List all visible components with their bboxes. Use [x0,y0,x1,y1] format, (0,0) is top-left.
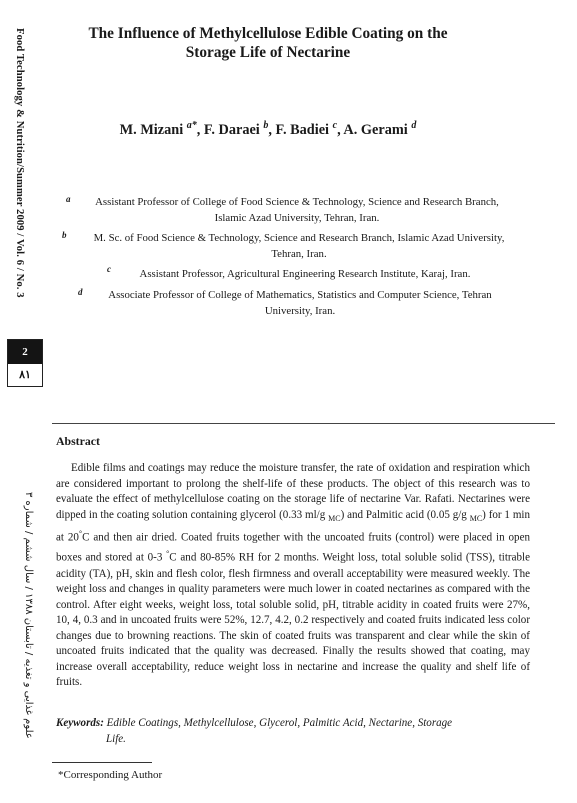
abstract-part-4: C and then air dried. Coated fruits together with the uncoated fruits (control) were placed in open boxes and stored at 0-3 [56,531,530,565]
abstract-part-1: Edible films and coatings may reduce the moisture transfer, the rate of oxidation and respiration which are considered important to prolong the shelf-life of these products. The object of this research was to evaluate the effect of methylcellulose coating on the storage life of nectarine Var. Rafati. Nectarines were dipped in the coating solution containing glycerol (0.33 ml/g [56,462,530,521]
affiliation-b-mark: b [62,230,67,240]
page-number-box [7,339,43,387]
author-1: M. Mizani [119,122,184,138]
journal-running-header-text: Food Technology & Nutrition/Summer 2009 / Vol. 6 / No. 3 [14,28,25,298]
affiliation-c-mark: c [107,264,111,274]
abstract-degree-2: ° [166,549,170,559]
author-2-mark: b [263,120,269,131]
abstract-text [56,461,530,691]
keywords-list: Edible Coatings, Methylcellulose, Glycerol, Palmitic Acid, Nectarine, Storage [103,717,453,729]
author-4: , A. Gerami [337,122,408,138]
affiliation-a-mark: a [66,194,71,204]
corresponding-author-note: *Corresponding Author [58,769,163,781]
affiliation-b-line-2: Tehran, Iran. [271,248,327,260]
title-line-2: Storage Life of Nectarine [185,44,351,61]
keywords-line-2 [56,732,530,748]
affiliation-c-line-1: Assistant Professor, Agricultural Engineering Research Institute, Karaj, Iran. [139,268,471,280]
author-3-mark: c [332,120,338,131]
affiliation-a [62,194,532,226]
abstract-subscript-1: MC [328,513,341,523]
persian-running-header [20,492,34,742]
abstract-subscript-2: MC [469,513,483,523]
author-3: , F. Badiei [268,122,330,138]
author-2: , F. Daraei [196,122,260,138]
affiliation-c [105,266,505,282]
abstract-degree-1: ° [78,529,83,539]
abstract-part-3: ) for 1 min at 20 [56,508,531,544]
keywords-block [56,716,530,747]
abstract-part-5: C and 80-85% RH for 2 months. Weight loss, total soluble solid (TSS), titrable acidity (TA), pH, skin and flesh color, flesh firmness and overall acceptability were measured weekly. The weight loss and changes in quality parameters were much lower in coated nectarines as compared with the control. After eight weeks, weight loss, total soluble solid, pH, titrable acidity in coated fruits were 27%, 10, 4, 0.3 and in uncoated fruits were 52%, 12.7, 4.2, 0.2 respectively and coated fruits indicated less color changes due to browning reactions. The skin of coated fruits was transparent and clear while the skin of uncoated fruits indicated that the quality was decreased. Finally the results showed that coating, may increase overall acceptability, reduce weight loss in nectarine and increase the quality and shelf life of fruits. [56,552,531,689]
author-1-mark: a* [186,120,197,131]
author-4-mark: d [411,120,417,131]
author-list [48,120,488,139]
journal-running-header [11,28,25,328]
affiliation-a-line-1: Assistant Professor of College of Food Science & Technology, Science and Research Branch, [95,196,499,208]
keywords-label: Keywords: [56,717,104,729]
persian-running-header-text: علوم غذایی و تغذیه / تابستان ۱۳۸۸ / سال ششم / شماره ۳ [23,492,34,739]
footnote-divider [52,762,152,763]
abstract-heading: Abstract [56,434,100,448]
keywords-list-cont: Life. [106,732,126,745]
affiliation-d-line-2: University, Iran. [264,305,336,317]
affiliation-d-line-1: Associate Professor of College of Mathematics, Statistics and Computer Science, Tehran [108,289,492,301]
abstract-divider [52,423,555,424]
affiliation-d [80,287,520,319]
abstract-part-2: ) and Palmitic acid (0.05 g/g [340,508,470,521]
affiliation-b-line-1: M. Sc. of Food Science & Technology, Science and Research Branch, Islamic Azad University, [93,232,505,244]
paper-title [48,24,488,62]
affiliation-d-mark: d [78,287,83,297]
title-line-1: The Influence of Methylcellulose Edible Coating on the [88,25,448,42]
page-number-english: 2 [8,340,42,364]
keywords-line-1 [56,716,530,732]
affiliation-a-line-2: Islamic Azad University, Tehran, Iran. [214,212,380,224]
page-number-persian: ٨١ [19,369,31,381]
affiliation-b [64,230,534,262]
